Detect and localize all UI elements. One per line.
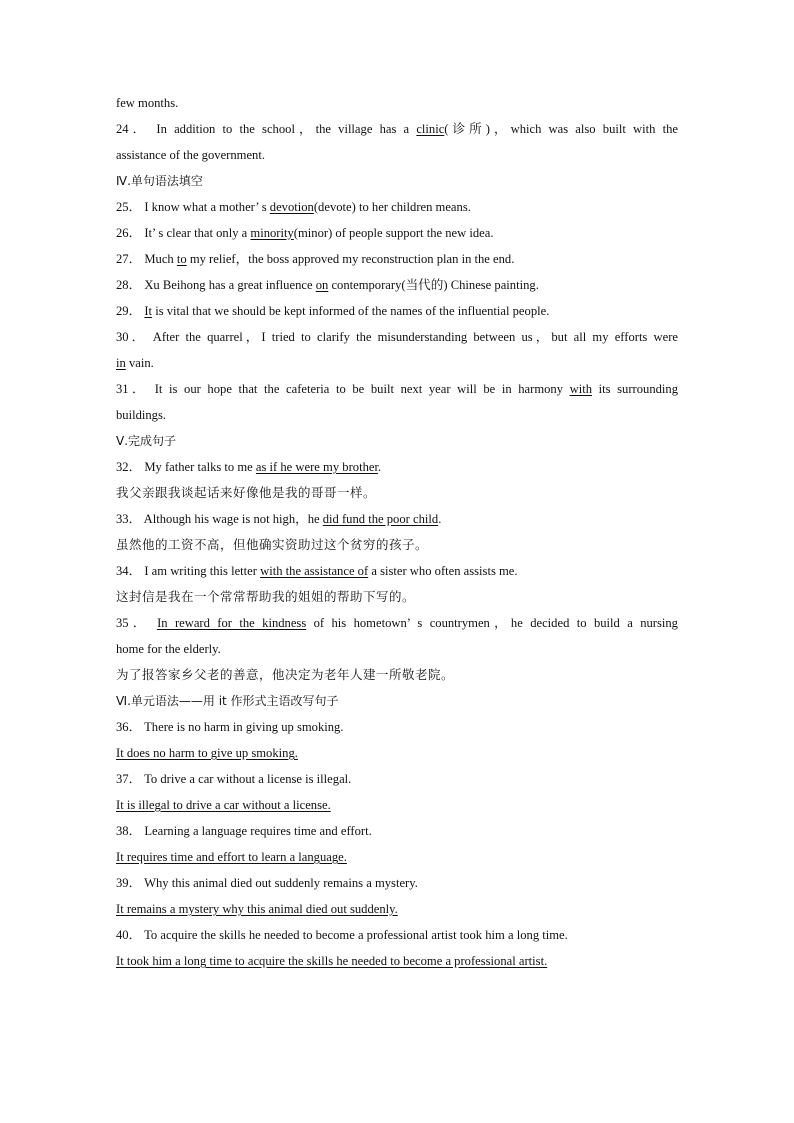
answer: with <box>569 382 593 396</box>
text-line: in vain. <box>116 356 154 370</box>
question-35: 35． In reward for the kindness of his hometown’ s countrymen，he decided to build a nursing <box>116 616 678 630</box>
translation-34: 这封信是我在一个常常帮助我的姐姐的帮助下写的。 <box>116 589 416 604</box>
question-29: 29． It is vital that we should be kept informed of the names of the influential people. <box>116 304 550 318</box>
question-33: 33． Although his wage is not high，he did fund the poor child. <box>116 512 442 526</box>
answer-37: It is illegal to drive a car without a license. <box>116 798 331 812</box>
document-body <box>116 90 678 974</box>
answer-40: It took him a long time to acquire the skills he needed to become a professional artist. <box>116 954 548 968</box>
question-30: 30． After the quarrel，I tried to clarify the misunderstanding between us，but all my efforts were <box>116 330 678 344</box>
question-40: 40． To acquire the skills he needed to become a professional artist took him a long time. <box>116 928 568 942</box>
answer: did fund the poor child <box>322 512 439 526</box>
translation-35: 为了报答家乡父老的善意，他决定为老年人建一所敬老院。 <box>116 667 455 682</box>
question-38: 38． Learning a language requires time and effort. <box>116 824 372 838</box>
question-26: 26． It’ s clear that only a minority(minor) of people support the new idea. <box>116 226 494 240</box>
question-32: 32． My father talks to me as if he were my brother. <box>116 460 382 474</box>
answer: as if he were my brother <box>255 460 378 474</box>
question-27: 27． Much to my relief，the boss approved my reconstruction plan in the end. <box>116 252 515 266</box>
question-34: 34． I am writing this letter with the assistance of a sister who often assists me. <box>116 564 518 578</box>
question-25: 25． I know what a mother’ s devotion(devote) to her children means. <box>116 200 471 214</box>
answer: clinic <box>416 122 445 136</box>
translation-32: 我父亲跟我谈起话来好像他是我的哥哥一样。 <box>116 485 377 500</box>
answer-39: It remains a mystery why this animal died out suddenly. <box>116 902 398 916</box>
question-37: 37． To drive a car without a license is illegal. <box>116 772 352 786</box>
answer: devotion <box>269 200 314 214</box>
text-line: buildings. <box>116 408 167 422</box>
question-24: 24． In addition to the school，the village has a clinic(诊所)，which was also built with the <box>116 122 678 136</box>
answer-36: It does no harm to give up smoking. <box>116 746 298 760</box>
answer: to <box>176 252 187 266</box>
text-line: assistance of the government. <box>116 148 265 162</box>
translation-33: 虽然他的工资不高，但他确实资助过这个贫穷的孩子。 <box>116 537 429 552</box>
answer: It <box>144 304 153 318</box>
answer: on <box>315 278 329 292</box>
answer: with the assistance of <box>260 564 369 578</box>
question-31: 31． It is our hope that the cafeteria to be built next year will be in harmony with its surrounding <box>116 382 679 396</box>
question-36: 36． There is no harm in giving up smoking. <box>116 720 344 734</box>
answer: minority <box>250 226 294 240</box>
answer-38: It requires time and effort to learn a language. <box>116 850 347 864</box>
question-28: 28． Xu Beihong has a great influence on contemporary(当代的) Chinese painting. <box>116 278 539 292</box>
section-heading-4: Ⅳ.单句语法填空 <box>116 174 203 188</box>
section-heading-6: Ⅵ.单元语法——用 it 作形式主语改写句子 <box>116 694 339 708</box>
answer: in <box>116 356 126 370</box>
text-line: home for the elderly. <box>116 642 221 656</box>
text-line: few months. <box>116 96 179 110</box>
question-39: 39． Why this animal died out suddenly remains a mystery. <box>116 876 418 890</box>
section-heading-5: Ⅴ.完成句子 <box>116 434 177 448</box>
answer: In reward for the kindness <box>157 616 307 630</box>
